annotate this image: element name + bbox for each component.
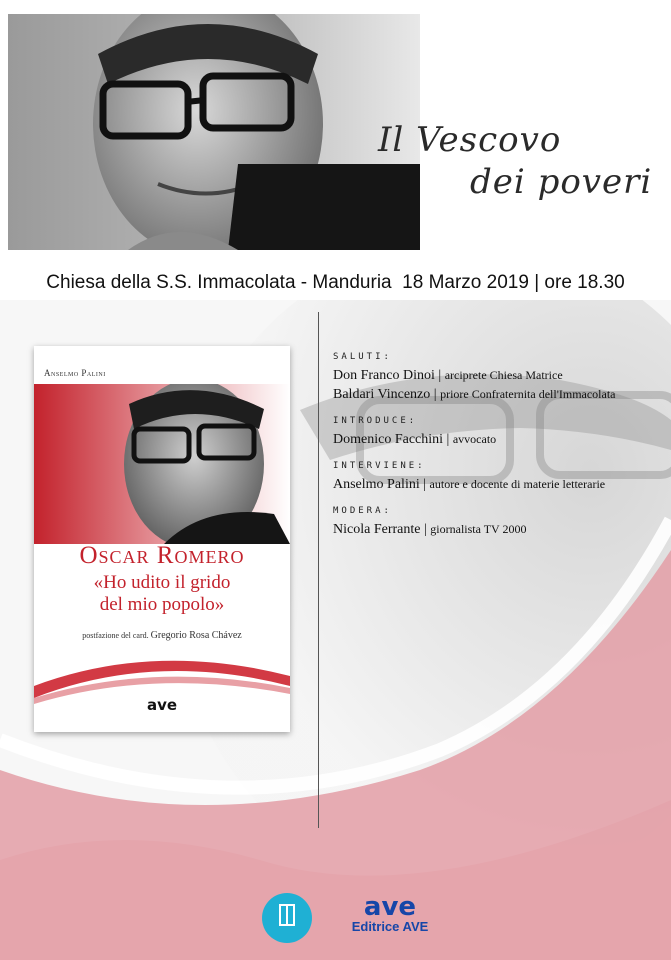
program bbox=[333, 352, 663, 551]
book-postface-name: Gregorio Rosa Chávez bbox=[150, 630, 242, 641]
entry-name: Anselmo Palini bbox=[333, 477, 420, 492]
organizer-logo-icon bbox=[262, 893, 312, 943]
section-label: INTRODUCE: bbox=[333, 416, 418, 426]
program-section-saluti bbox=[333, 352, 663, 404]
entry-name: Domenico Facchini bbox=[333, 432, 444, 447]
book-cover bbox=[34, 346, 290, 732]
entry-name: Nicola Ferrante bbox=[333, 522, 421, 537]
tagline bbox=[378, 118, 658, 218]
entry-role: avvocato bbox=[452, 432, 497, 446]
section-label: MODERA: bbox=[333, 506, 392, 516]
event-time: ore 18.30 bbox=[544, 272, 625, 293]
book-postface bbox=[34, 630, 290, 641]
event-venue: Chiesa della S.S. Immacolata - Manduria bbox=[46, 272, 392, 293]
entry-role: priore Confraternita dell'Immacolata bbox=[440, 387, 616, 401]
section-label: SALUTI: bbox=[333, 352, 392, 362]
entry-name: Don Franco Dinoi bbox=[333, 368, 435, 383]
program-entry: Anselmo Palini | autore e docente di materie letterarie bbox=[333, 477, 606, 492]
entry-role: giornalista TV 2000 bbox=[430, 522, 527, 536]
editrice-ave-logo bbox=[350, 892, 430, 934]
event-info bbox=[0, 272, 671, 294]
program-section-interviene bbox=[333, 461, 663, 494]
program-section-introduce bbox=[333, 416, 663, 449]
section-label: INTERVIENE: bbox=[333, 461, 426, 471]
tagline-line-2: dei poveri bbox=[470, 162, 653, 202]
ave-logo-text: Editrice AVE bbox=[351, 919, 429, 934]
entry-role: autore e docente di materie letterarie bbox=[429, 477, 606, 491]
ave-logo-mark: ave bbox=[363, 892, 417, 922]
book-postface-prefix: postfazione del card. bbox=[82, 631, 149, 640]
tagline-line-1: Il Vescovo bbox=[378, 120, 562, 160]
book-subtitle bbox=[34, 572, 290, 616]
book-subtitle-line-2: del mio popolo» bbox=[99, 594, 225, 615]
entry-name: Baldari Vincenzo bbox=[333, 387, 431, 402]
book-author: Anselmo Palini bbox=[44, 368, 106, 378]
program-entry: Baldari Vincenzo | priore Confraternita dell'Immacolata bbox=[333, 387, 616, 402]
program-entry: Nicola Ferrante | giornalista TV 2000 bbox=[333, 522, 527, 537]
event-separator: | bbox=[534, 272, 540, 293]
hero-portrait bbox=[8, 14, 420, 250]
book-title: Oscar Romero bbox=[79, 542, 245, 569]
book-publisher-logo: ave bbox=[146, 696, 178, 714]
vertical-divider bbox=[318, 312, 319, 828]
book-subtitle-line-1: «Ho udito il grido bbox=[93, 572, 231, 593]
book-cover-photo bbox=[34, 384, 290, 544]
entry-role: arciprete Chiesa Matrice bbox=[444, 368, 563, 382]
event-date: 18 Marzo 2019 bbox=[402, 272, 529, 293]
program-entry: Don Franco Dinoi | arciprete Chiesa Matrice bbox=[333, 368, 563, 383]
program-section-modera bbox=[333, 506, 663, 539]
program-entry: Domenico Facchini | avvocato bbox=[333, 432, 497, 447]
